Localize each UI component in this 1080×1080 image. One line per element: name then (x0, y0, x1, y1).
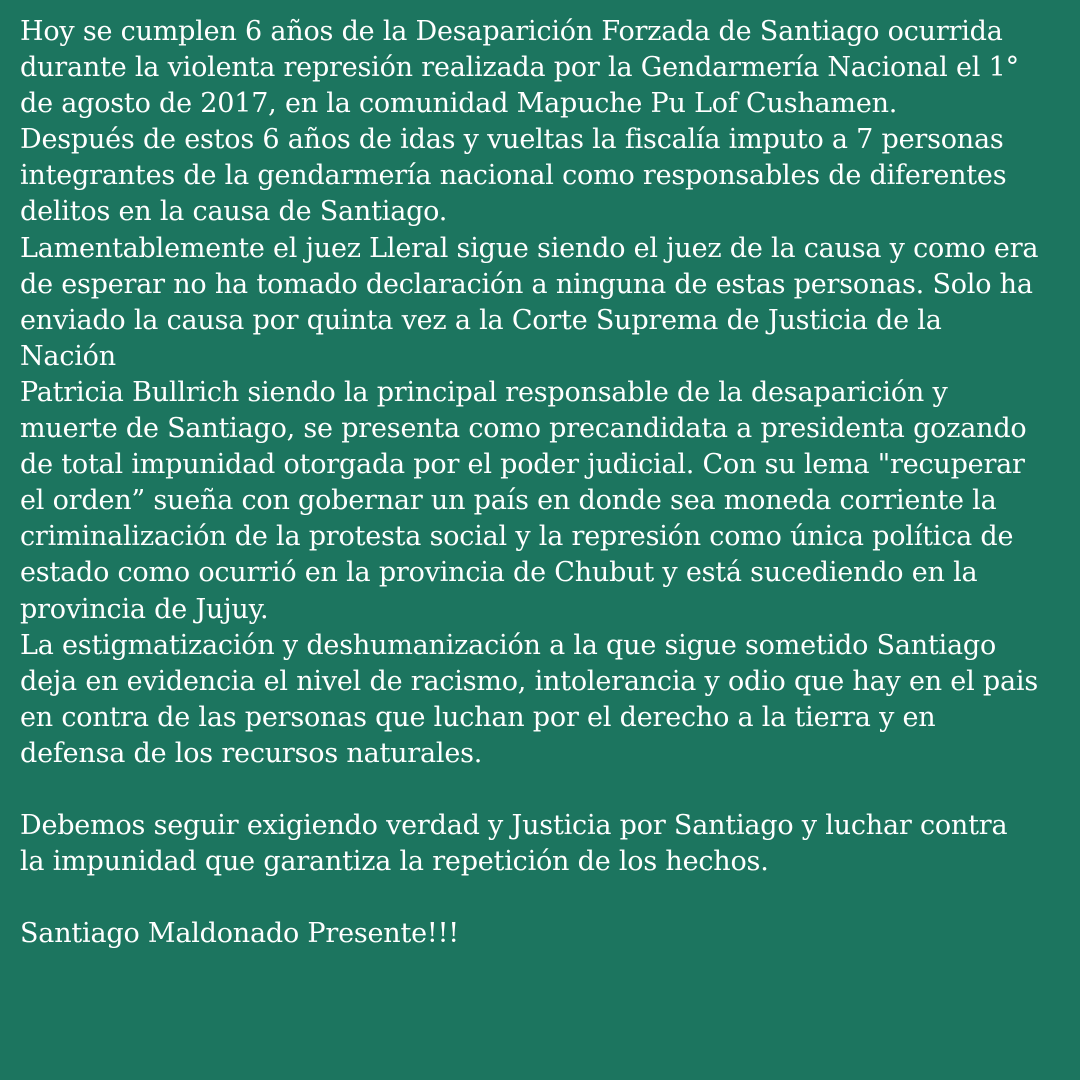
paragraph-stigmatization: La estigmatización y deshumanización a la que sigue sometido Santiago deja en evidencia el nivel de racismo, intolerancia y odio que hay en el pais en contra de las personas que luchan por el derecho a la tierra y en defensa de los recursos naturales. (20, 629, 1038, 769)
statement-body (20, 14, 1040, 952)
paragraph-bullrich: Patricia Bullrich siendo la principal responsable de la desaparición y muerte de Santiago, se presenta como precandidata a presidenta gozando de total impunidad otorgada por el poder judicial. Con su lema "recuperar el orden” sueña con gobernar un país en donde sea moneda corriente la criminalización de la protesta social y la represión como única política de estado como ocurrió en la provincia de Chubut y está sucediendo en la provincia de Jujuy. (20, 376, 1027, 625)
paragraph-demand-justice: Debemos seguir exigiendo verdad y Justicia por Santiago y luchar contra la impunidad que garantiza la repetición de los hechos. (20, 810, 1008, 878)
paragraph-disappearance: Hoy se cumplen 6 años de la Desaparición Forzada de Santiago ocurrida durante la violenta represión realizada por la Gendarmería Nacional el 1° de agosto de 2017, en la comunidad Mapuche Pu Lof Cushamen. (20, 16, 1019, 120)
paragraph-gap (20, 880, 1040, 916)
paragraph-gap (20, 772, 1040, 808)
paragraph-prosecution: Después de estos 6 años de idas y vueltas la fiscalía imputo a 7 personas integrantes de la gendarmería nacional como responsables de diferentes delitos en la causa de Santiago. (20, 124, 1007, 228)
paragraph-judge: Lamentablemente el juez Lleral sigue siendo el juez de la causa y como era de esperar no ha tomado declaración a ninguna de estas personas. Solo ha enviado la causa por quinta vez a la Corte Suprema de Justicia de la Nación (20, 232, 1039, 372)
closing-line: Santiago Maldonado Presente!!! (20, 918, 459, 950)
